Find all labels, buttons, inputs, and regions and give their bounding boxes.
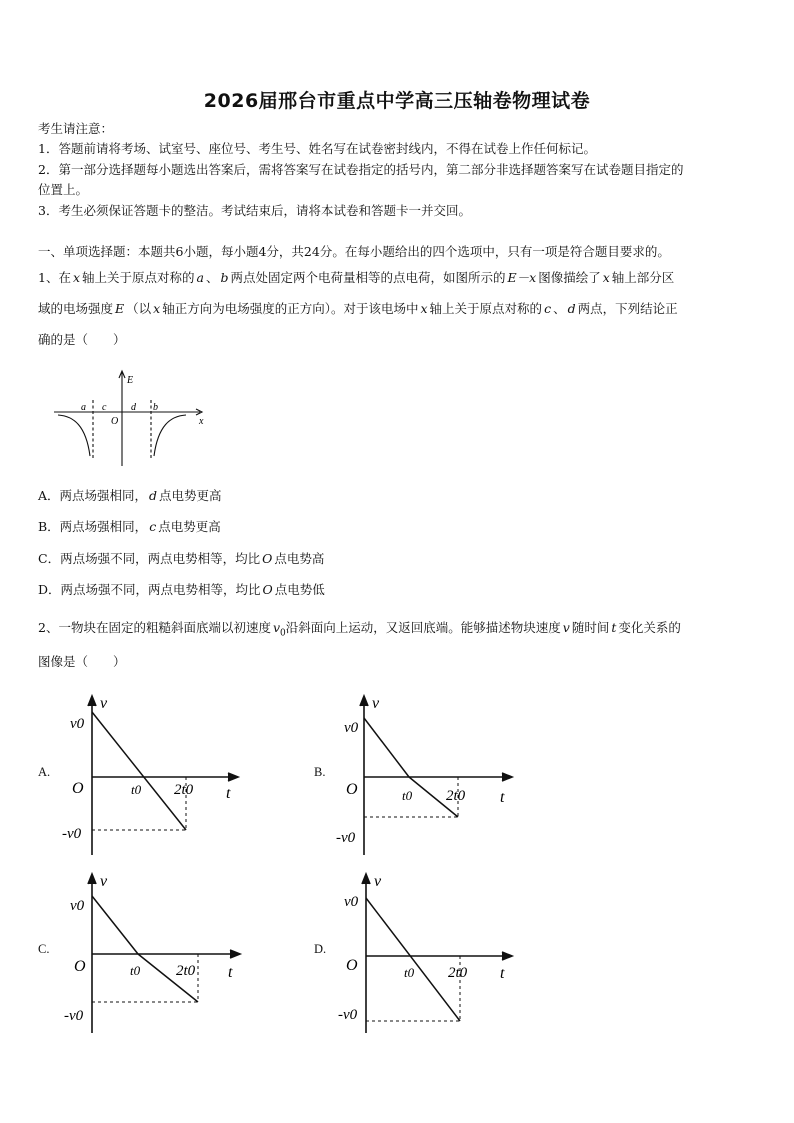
vt-graph-c[interactable] <box>58 868 258 1038</box>
notice-item-2-cont: 位置上。 <box>38 182 89 197</box>
page-title: 2026届邢台市重点中学高三压轴卷物理试卷 <box>203 90 591 112</box>
graph-label: t <box>228 964 233 981</box>
q1-option-c[interactable]: C．两点场强不同，两点电势相等，均比 O 点电势高 <box>38 551 325 566</box>
graph-label: 2t0 <box>448 965 468 981</box>
q2-line-1: 2、一物块在固定的粗糙斜面底端以初速度 $v_0$沿斜面向上运动，又返回底端。能够描述物块速度 v 随时间 t 变化关系的 <box>38 620 681 639</box>
label-b: b <box>153 402 158 413</box>
q2-option-b-label[interactable]: B. <box>314 765 326 779</box>
graph-label: v <box>372 695 380 712</box>
graph-label: v0 <box>70 716 85 732</box>
label-x: x <box>199 416 204 427</box>
notice-item-3: 3．考生必须保证答题卡的整洁。考试结束后，请将本试卷和答题卡一并交回。 <box>38 203 471 218</box>
graph-label: 2t0 <box>174 782 194 798</box>
graph-label: O <box>346 957 358 974</box>
q1-option-d[interactable]: D．两点场强不同，两点电势相等，均比 O 点电势低 <box>38 582 325 597</box>
notice-heading: 考生请注意： <box>38 121 114 136</box>
graph-label: O <box>72 780 84 797</box>
q2-line-2: 图像是（ ） <box>38 654 126 669</box>
vt-graph-a[interactable] <box>58 690 258 860</box>
label-E: E <box>127 375 134 386</box>
left-curve <box>58 415 90 456</box>
vt-graph-d[interactable] <box>334 868 534 1038</box>
graph-label: -v0 <box>64 1008 84 1024</box>
section-heading: 一、单项选择题：本题共6小题，每小题4分，共24分。在每小题给出的四个选项中，只有一项是符合题目要求的。 <box>38 244 670 259</box>
graph-label: t0 <box>404 965 415 980</box>
label-O: O <box>111 416 119 427</box>
graph-label: v0 <box>344 894 359 910</box>
label-d: d <box>131 402 136 413</box>
graph-label: t <box>226 785 231 802</box>
graph-label: -v0 <box>62 826 82 842</box>
graph-label: t <box>500 789 505 806</box>
label-c: c <box>102 402 107 413</box>
q2-option-c-label[interactable]: C. <box>38 942 50 956</box>
q2-option-d-label[interactable]: D. <box>314 942 327 956</box>
graph-label: t0 <box>130 963 141 978</box>
graph-label: v <box>100 695 108 712</box>
graph-label: 2t0 <box>446 788 466 804</box>
graph-label: v0 <box>70 898 85 914</box>
graph-label: O <box>346 781 358 798</box>
q1-line-2: 域的电场强度 E （以 x 轴正方向为电场强度的正方向）。对于该电场中 x 轴上关于原点对称的 c 、 d 两点，下列结论正 <box>38 301 678 316</box>
graph-label: -v0 <box>336 830 356 846</box>
q1-line-1: 1、在 x 轴上关于原点对称的 a 、 b 两点处固定两个电荷量相等的点电荷，如图所示的 E－x 图像描绘了 x 轴上部分区 <box>38 270 675 285</box>
label-a: a <box>81 402 86 413</box>
graph-label: t0 <box>131 782 142 797</box>
graph-label: v <box>374 873 382 890</box>
notice-item-2: 2．第一部分选择题每小题选出答案后，需将答案写在试卷指定的括号内，第二部分非选择题答案写在试卷题目指定的 <box>38 162 684 177</box>
graph-label: 2t0 <box>176 963 196 979</box>
graph-label: t0 <box>402 788 413 803</box>
graph-label: O <box>74 958 86 975</box>
q2-option-a-label[interactable]: A. <box>38 765 51 779</box>
notice-item-1: 1．答题前请将考场、试室号、座位号、考生号、姓名写在试卷密封线内，不得在试卷上作任何标记。 <box>38 141 596 156</box>
right-curve <box>154 415 186 456</box>
graph-label: v0 <box>344 720 359 736</box>
graph-label: -v0 <box>338 1007 358 1023</box>
vt-graph-b[interactable] <box>334 690 534 860</box>
q1-option-b[interactable]: B．两点场强相同， c 点电势更高 <box>38 519 221 534</box>
graph-label: v <box>100 873 108 890</box>
graph-label: t <box>500 965 505 982</box>
e-x-graph <box>50 366 210 470</box>
q1-line-3: 确的是（ ） <box>38 332 126 347</box>
q1-option-a[interactable]: A．两点场强相同， d 点电势更高 <box>38 488 222 503</box>
